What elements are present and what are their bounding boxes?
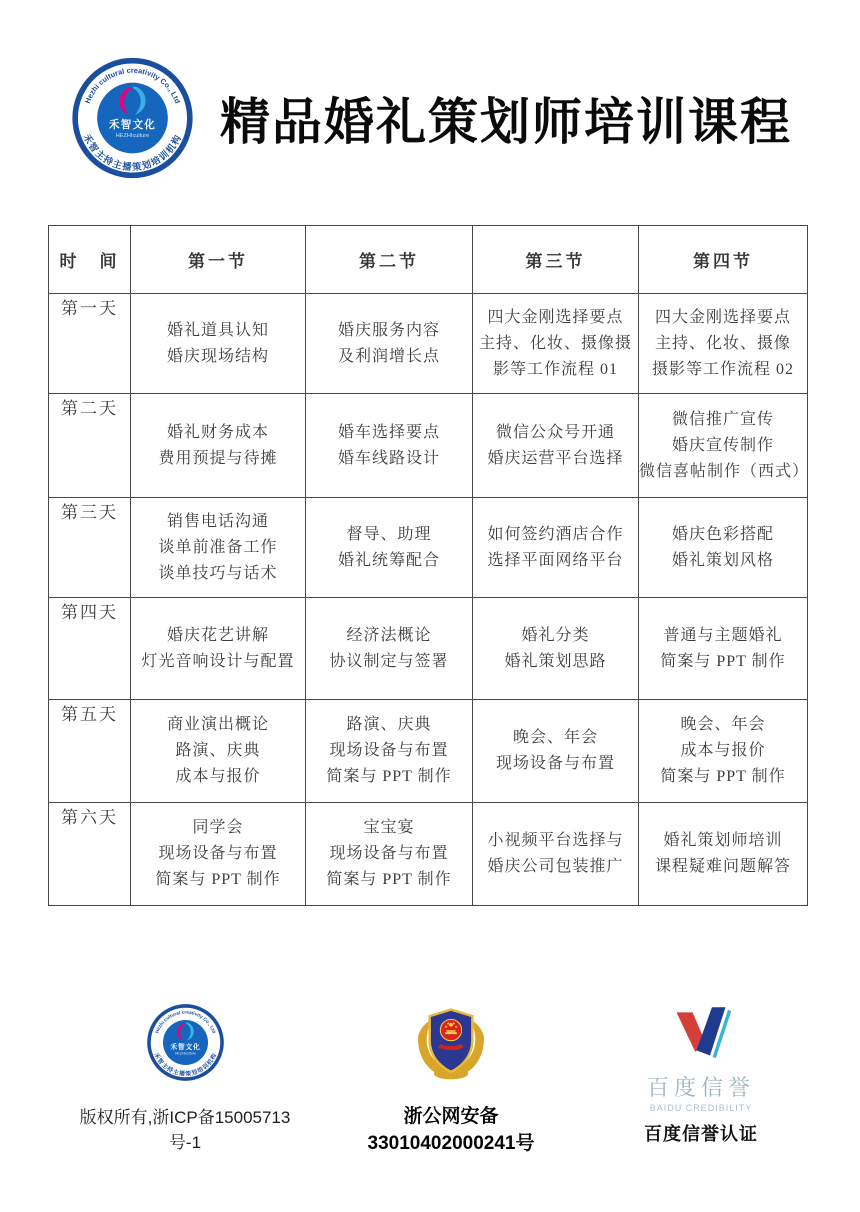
col-header-lesson3: 第三节 <box>473 226 639 294</box>
course-line: 同学会 <box>192 819 244 836</box>
course-line: 婚庆花艺讲解 <box>166 626 269 644</box>
course-cell <box>131 498 306 598</box>
course-line: 婚礼道具认知 <box>166 321 269 339</box>
course-cell <box>639 700 808 803</box>
course-line: 成本与报价 <box>680 742 766 759</box>
course-cell <box>473 498 639 598</box>
course-line: 微信公众号开通 <box>495 423 615 441</box>
footer-police-block <box>345 1000 557 1155</box>
course-line: 婚礼策划师培训 <box>663 832 783 849</box>
hezhi-logo-small <box>146 1003 225 1082</box>
course-cell <box>306 700 473 803</box>
table-row <box>49 598 808 700</box>
course-line: 协议制定与签署 <box>329 652 449 670</box>
table-header-row <box>49 226 808 294</box>
course-line: 销售电话沟通 <box>166 512 269 530</box>
course-line: 简案与 PPT 制作 <box>660 652 786 670</box>
baidu-credibility-icon <box>664 1004 738 1062</box>
course-line: 成本与报价 <box>175 768 261 785</box>
course-cell <box>306 294 473 394</box>
course-cell <box>131 700 306 803</box>
course-line: 选择平面网络平台 <box>487 551 624 569</box>
police-badge-icon <box>410 1000 492 1088</box>
course-line: 小视频平台选择与 <box>487 832 624 849</box>
course-line: 商业演出概论 <box>166 716 269 733</box>
course-cell <box>306 598 473 700</box>
course-cell <box>639 498 808 598</box>
course-cell <box>473 294 639 394</box>
course-cell <box>306 498 473 598</box>
course-line: 婚礼策划风格 <box>671 551 774 569</box>
day-cell: 第三天 <box>49 498 131 598</box>
course-cell <box>473 700 639 803</box>
course-line: 简案与 PPT 制作 <box>155 871 281 888</box>
course-line: 现场设备与布置 <box>158 845 278 862</box>
course-cell <box>131 394 306 498</box>
table-row <box>49 700 808 803</box>
col-header-lesson1: 第一节 <box>131 226 306 294</box>
day-cell: 第六天 <box>49 803 131 906</box>
course-cell <box>306 394 473 498</box>
course-schedule-table <box>48 225 808 906</box>
course-line: 主持、化妆、摄像摄 <box>478 334 632 352</box>
hezhi-logo <box>66 56 199 180</box>
baidu-brand-text: 百度信誉 <box>646 1075 755 1100</box>
course-line: 微信喜帖制作（西式） <box>639 462 810 480</box>
course-cell <box>306 803 473 906</box>
course-cell <box>473 803 639 906</box>
course-cell <box>639 294 808 394</box>
footer-copyright-block <box>70 1003 300 1153</box>
course-line: 路演、庆典 <box>175 742 261 759</box>
table-row <box>49 803 808 906</box>
col-header-lesson4: 第四节 <box>639 226 808 294</box>
course-line: 现场设备与布置 <box>329 742 449 759</box>
course-line: 现场设备与布置 <box>495 755 615 772</box>
course-cell <box>639 598 808 700</box>
page-title: 精品婚礼策划师培训课程 <box>220 94 792 150</box>
course-line: 婚礼统筹配合 <box>337 551 440 569</box>
course-line: 婚车线路设计 <box>337 449 440 467</box>
course-line: 灯光音响设计与配置 <box>141 652 295 670</box>
course-line: 婚庆公司包装推广 <box>487 858 624 875</box>
col-header-time: 时 间 <box>49 226 131 294</box>
course-line: 婚庆现场结构 <box>166 347 269 365</box>
table-row <box>49 294 808 394</box>
footer-baidu-block <box>635 1004 767 1146</box>
course-line: 四大金刚选择要点 <box>487 308 624 326</box>
course-line: 婚庆色彩搭配 <box>671 525 774 543</box>
course-line: 婚礼策划思路 <box>504 652 607 670</box>
course-line: 谈单技巧与话术 <box>158 564 278 582</box>
course-line: 婚车选择要点 <box>337 423 440 441</box>
course-line: 晚会、年会 <box>512 729 598 746</box>
police-record-text: 浙公网安备 33010402000241号 <box>367 1106 535 1154</box>
day-cell: 第五天 <box>49 700 131 803</box>
course-line: 四大金刚选择要点 <box>654 308 791 326</box>
course-line: 课程疑难问题解答 <box>654 858 791 875</box>
course-line: 摄影等工作流程 02 <box>651 360 794 378</box>
day-cell: 第一天 <box>49 294 131 394</box>
table-row <box>49 498 808 598</box>
course-line: 现场设备与布置 <box>329 845 449 862</box>
course-cell <box>131 294 306 394</box>
course-line: 晚会、年会 <box>680 716 766 733</box>
col-header-lesson2: 第二节 <box>306 226 473 294</box>
course-line: 简案与 PPT 制作 <box>660 768 786 785</box>
course-line: 如何签约酒店合作 <box>487 525 624 543</box>
baidu-certified-text: 百度信誉认证 <box>644 1124 758 1144</box>
course-line: 经济法概论 <box>346 626 432 644</box>
icp-record-text: 版权所有,浙ICP备15005713号-1 <box>79 1108 291 1152</box>
course-line: 宝宝宴 <box>363 819 415 836</box>
course-cell <box>639 394 808 498</box>
course-line: 婚礼分类 <box>521 626 590 644</box>
course-line: 微信推广宣传 <box>671 410 774 428</box>
course-cell <box>131 598 306 700</box>
course-line: 简案与 PPT 制作 <box>326 768 452 785</box>
course-cell <box>639 803 808 906</box>
day-cell: 第二天 <box>49 394 131 498</box>
course-line: 婚礼财务成本 <box>166 423 269 441</box>
course-line: 婚庆运营平台选择 <box>487 449 624 467</box>
course-line: 路演、庆典 <box>346 716 432 733</box>
course-line: 婚庆服务内容 <box>337 321 440 339</box>
course-line: 督导、助理 <box>346 525 432 543</box>
course-line: 简案与 PPT 制作 <box>326 871 452 888</box>
course-line: 主持、化妆、摄像 <box>654 334 791 352</box>
baidu-brand-subtext: BAIDU CREDIBILITY <box>649 1103 753 1113</box>
table-row <box>49 394 808 498</box>
course-cell <box>131 803 306 906</box>
course-line: 谈单前准备工作 <box>158 538 278 556</box>
course-line: 费用预提与待摊 <box>158 449 278 467</box>
course-line: 影等工作流程 01 <box>492 360 618 378</box>
day-cell: 第四天 <box>49 598 131 700</box>
course-line: 普通与主题婚礼 <box>663 626 783 644</box>
course-cell <box>473 394 639 498</box>
course-cell <box>473 598 639 700</box>
course-line: 及利润增长点 <box>337 347 440 365</box>
course-line: 婚庆宣传制作 <box>671 436 774 454</box>
